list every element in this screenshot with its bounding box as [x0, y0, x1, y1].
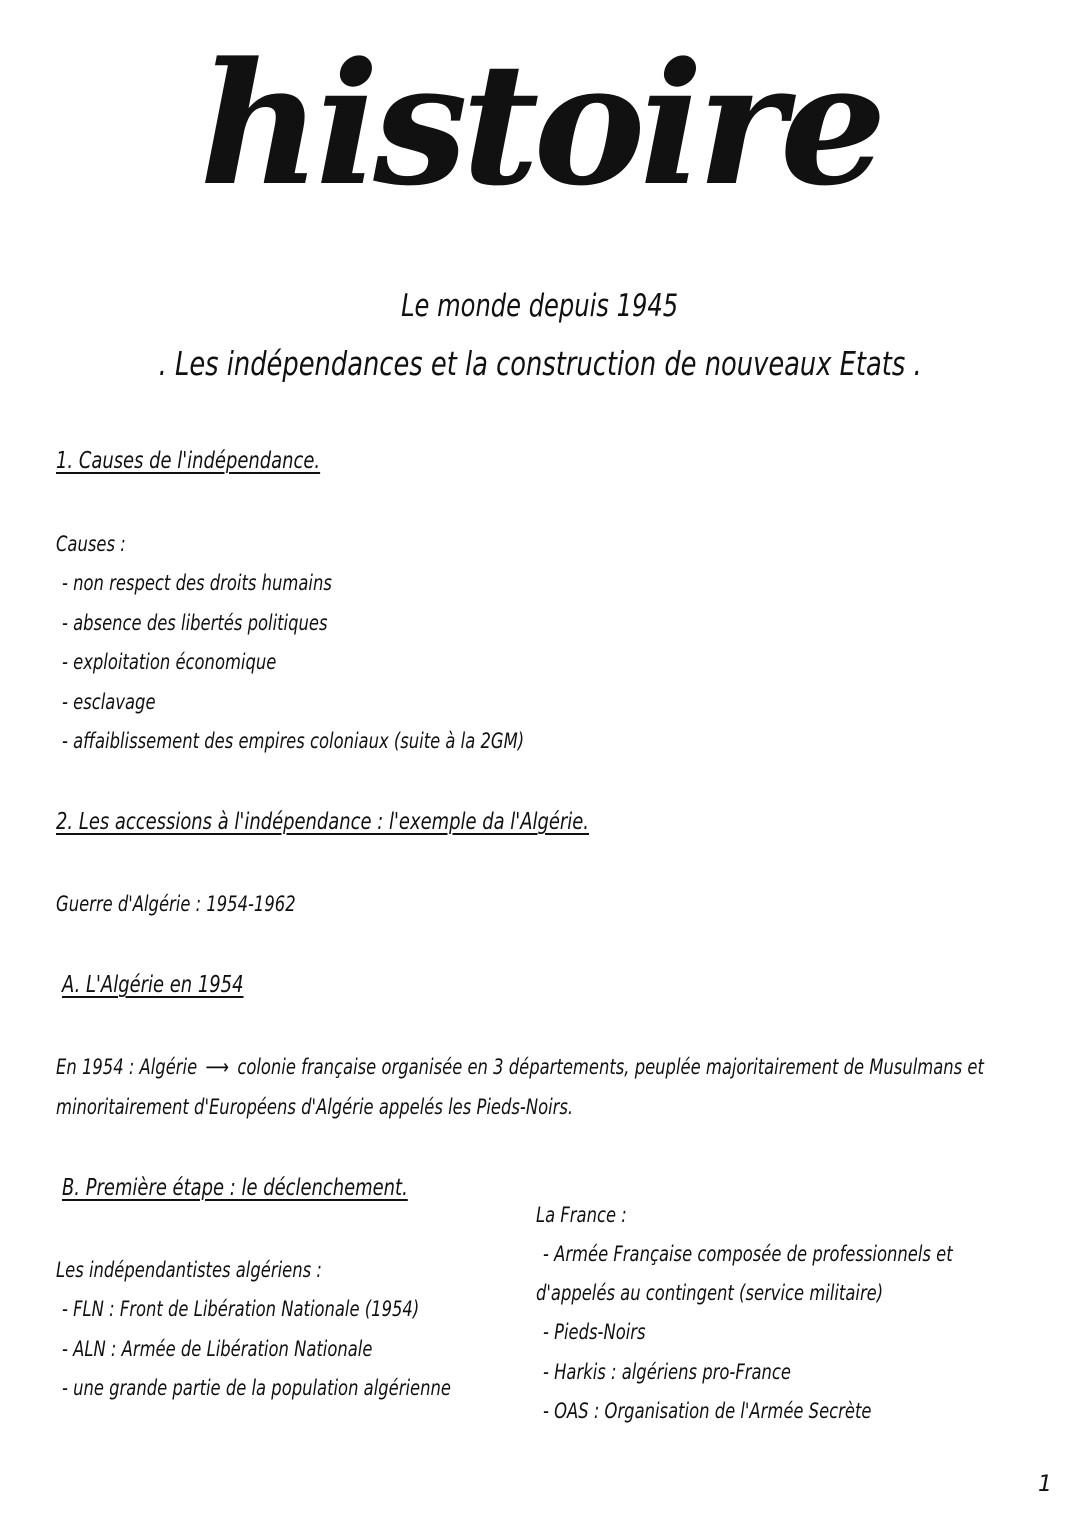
france-label: La France :: [536, 1203, 627, 1227]
france-item: - Pieds-Noirs: [543, 1320, 646, 1344]
algeria-1954-line-2: minoritairement d'Européens d'Algérie appelés les Pieds-Noirs.: [56, 1095, 574, 1119]
independentists-label: Les indépendantistes algériens :: [56, 1258, 322, 1282]
section-a-heading: A. L'Algérie en 1954: [62, 972, 244, 998]
cause-item: - exploitation économique: [62, 650, 277, 674]
france-item-continued: d'appelés au contingent (service militaire): [536, 1281, 884, 1305]
section-1-heading: 1. Causes de l'indépendance.: [56, 448, 321, 474]
subtitle-period-text: Le monde depuis 1945: [401, 288, 679, 324]
page-number: 1: [1038, 1472, 1052, 1497]
causes-label: Causes :: [56, 532, 126, 556]
independentist-item: - ALN : Armée de Libération Nationale: [62, 1337, 373, 1361]
independentist-item: - FLN : Front de Libération Nationale (1954): [62, 1297, 420, 1321]
independentist-item: - une grande partie de la population algérienne: [62, 1376, 451, 1400]
algeria-1954-start: En 1954 : Algérie: [56, 1055, 198, 1079]
subtitle-period: [0, 288, 1080, 324]
page-title: histoire: [199, 25, 881, 223]
cause-item: - affaiblissement des empires coloniaux (suite à la 2GM): [62, 729, 525, 753]
right-arrow-icon: ⟶: [205, 1055, 229, 1079]
section-b-heading: B. Première étape : le déclenchement.: [62, 1175, 408, 1201]
war-dates: Guerre d'Algérie : 1954-1962: [56, 892, 296, 916]
france-item: - Armée Française composée de professionnels et: [543, 1242, 953, 1266]
france-item: - Harkis : algériens pro-France: [543, 1360, 791, 1384]
france-item: - OAS : Organisation de l'Armée Secrète: [543, 1399, 872, 1423]
subtitle-chapter-text: . Les indépendances et la construction de nouveaux Etats .: [158, 344, 922, 383]
cause-item: - non respect des droits humains: [62, 571, 332, 595]
subtitle-chapter: [0, 344, 1080, 383]
algeria-1954-line-1: [56, 1055, 984, 1079]
cause-item: - absence des libertés politiques: [62, 611, 328, 635]
algeria-1954-end: colonie française organisée en 3 départements, peuplée majoritairement de Musulmans et: [237, 1055, 984, 1079]
section-2-heading: 2. Les accessions à l'indépendance : l'exemple da l'Algérie.: [56, 809, 590, 835]
cause-item: - esclavage: [62, 690, 156, 714]
